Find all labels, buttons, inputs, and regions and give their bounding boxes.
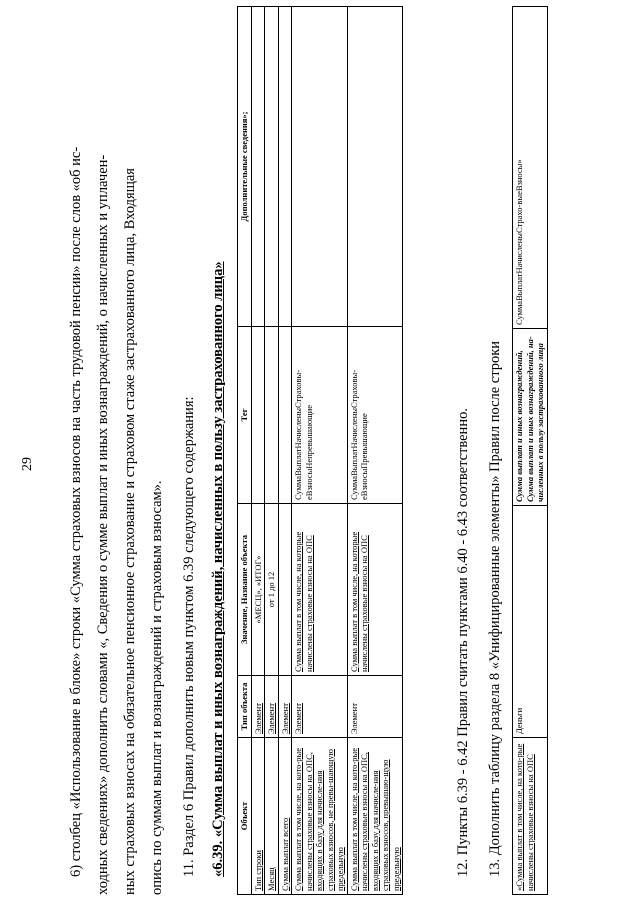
cell-value: Сумма выплат в том числе, на которые начислены страховые взносы на ОПС <box>292 504 348 676</box>
cell-tag <box>278 327 292 504</box>
cell-object: Сумма выплат в том числе, на кото-рые начислены страховые взносы на ОПС, входящих в базу для начисле-ния страховых взносов, превышаю-щую предельную <box>347 738 403 895</box>
table-header-row <box>238 7 252 895</box>
cell-value: «МЕСЦ», «ИТОГ» <box>251 504 265 676</box>
page-number: 29 <box>20 457 35 471</box>
cell-type: Элемент <box>251 676 265 738</box>
table-row <box>278 7 292 895</box>
paragraph-6-line-2: ходных сведениях» дополнить словами «, Сведения о сумме выплат и иных вознаграждений, о начисленных и уплачен- <box>95 154 111 895</box>
cell-extra <box>292 7 348 327</box>
cell-object: Тип строки <box>251 738 265 895</box>
cell-tag: СуммаВыплатНачисленыСтрахо-выеВзносы» <box>513 7 548 329</box>
paragraph-6-line-3: ных страховых взносах на обязательное пенсионное страхование и страховом стаже застрахованного лица, Входящая <box>122 168 138 895</box>
col-header-type: Тип объекта <box>238 676 252 738</box>
cell-type: Элемент <box>347 676 403 738</box>
cell-value: Сумма выплат в том числе, на которые начислены страховые взносы на ОПС <box>347 504 403 676</box>
paragraph-12: 12. Пункты 6.39 - 6.42 Правил считать пунктами 6.40 - 6.43 соответственно. <box>455 408 471 877</box>
table-row <box>347 7 403 895</box>
table-row <box>265 7 279 895</box>
col-header-object: Объект <box>238 738 252 895</box>
cell-extra <box>347 7 403 327</box>
cell-tag: СуммаВыплатНачисленыСтраховы-еВзносыПревышающие <box>347 327 403 504</box>
cell-object: Сумма выплат в том числе, на кото-рые начислены страховые взносы на ОПС, входящих в базу для начисле-ния страховых взносов, не превы-шающую предельную <box>292 738 348 895</box>
cell-description: Сумма выплат и иных вознаграждений, Сумма выплат и иных вознаграждений, на-численных в пользу застрахованного лица <box>513 329 548 506</box>
table-row <box>251 7 265 895</box>
paragraph-11: 11. Раздел 6 Правил дополнить новым пунктом 6.39 следующего содержания: <box>181 396 197 877</box>
cell-tag: СуммаВыплатНачисленыСтраховы-еВзносыНепревышающие <box>292 327 348 504</box>
paragraph-13: 13. Дополнить таблицу раздела 8 «Унифицированные элементы» Правил после строки <box>487 340 503 877</box>
cell-object: «Сумма выплат в том числе, на кото-рые начислены страховые взносы на ОПС <box>513 738 548 895</box>
paragraph-6-line-4: опись по суммам выплат и вознаграждений и страховым взносам». <box>149 480 165 895</box>
cell-type: Деньги <box>513 506 548 738</box>
table-row <box>292 7 348 895</box>
cell-value: от 1 до 12 <box>265 504 279 676</box>
table-row <box>513 7 548 895</box>
cell-value <box>278 504 292 676</box>
cell-type: Элемент <box>292 676 348 738</box>
unified-elements-table <box>512 6 548 895</box>
col-header-value: Значение, Название объекта <box>238 504 252 676</box>
cell-type: Элемент <box>265 676 279 738</box>
cell-object: Сумма выплат всего <box>278 738 292 895</box>
cell-extra <box>278 7 292 327</box>
cell-tag <box>265 327 279 504</box>
paragraph-6-line-1: 6) столбец «Использование в блоке» строки «Сумма страховых взносов на часть трудовой пенсии» после слов «об ис- <box>68 146 84 877</box>
cell-object: Месяц <box>265 738 279 895</box>
col-header-extra: Дополнительные сведения»; <box>238 7 252 327</box>
section-heading: «6.39. «Сумма выплат и иных вознаграждений, начисленных в пользу застрахованного лица» <box>210 261 226 877</box>
cell-extra <box>251 7 265 327</box>
objects-table <box>237 6 403 895</box>
col-header-tag: Тег <box>238 327 252 504</box>
cell-tag <box>251 327 265 504</box>
cell-type: Элемент <box>278 676 292 738</box>
cell-extra <box>265 7 279 327</box>
